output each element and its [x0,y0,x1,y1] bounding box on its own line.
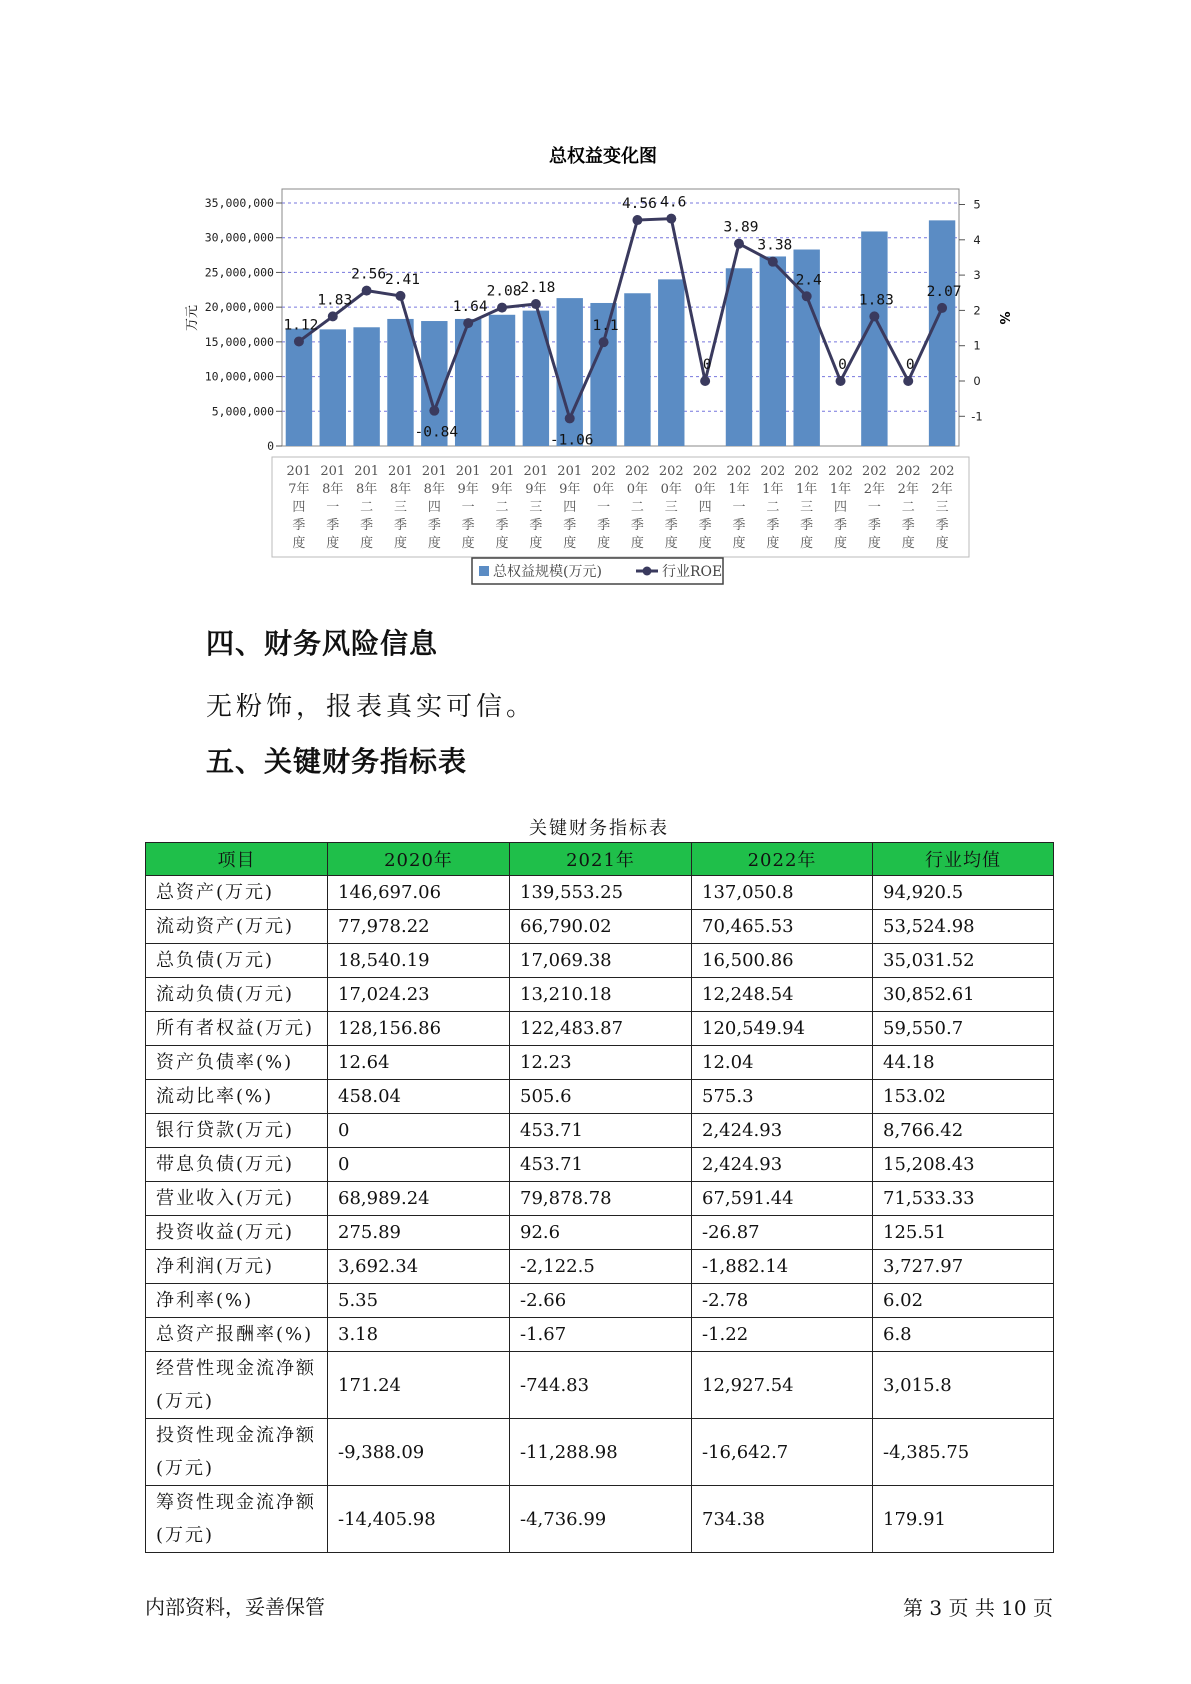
x-tick-label: 四 [563,500,577,515]
roe-data-label: 1.83 [317,292,353,309]
roe-data-label: 2.41 [385,271,420,288]
table-cell: 179.91 [873,1486,1054,1553]
table-row-label: 投资性现金流净额(万元) [146,1419,328,1486]
x-tick-label: 季 [461,518,475,533]
y-tick-label: 0 [267,439,274,453]
table-cell: -16,642.7 [692,1419,873,1486]
x-tick-label: 季 [766,518,780,533]
roe-data-label: 1.64 [452,299,488,316]
table-cell: 120,549.94 [692,1012,873,1046]
table-row-label: 总资产报酬率(%) [146,1318,328,1352]
x-tick-label: 201 [523,464,549,479]
table-cell: 153.02 [873,1080,1054,1114]
table-row-label: 净利率(%) [146,1284,328,1318]
table-row-label: 带息负债(万元) [146,1148,328,1182]
roe-data-label: 4.6 [660,194,687,211]
equity-bar [489,315,515,446]
x-tick-label: 7年 [288,482,310,497]
table-cell: 453.71 [510,1148,692,1182]
x-tick-label: 202 [861,464,887,479]
x-tick-label: 度 [732,536,746,551]
table-cell: 44.18 [873,1046,1054,1080]
table-row [146,1352,1054,1419]
table-cell: 18,540.19 [328,944,510,978]
x-tick-label: 8年 [423,482,445,497]
x-tick-label: 季 [867,518,881,533]
roe-point [632,215,642,225]
y2-tick-label: 1 [973,338,981,353]
table-cell: 35,031.52 [873,944,1054,978]
roe-point [531,299,541,309]
roe-point [497,303,507,313]
table-cell: 66,790.02 [510,910,692,944]
roe-data-label: 3.38 [757,237,793,254]
x-tick-label: 度 [495,536,509,551]
x-tick-label: 一 [732,500,746,515]
table-cell: 53,524.98 [873,910,1054,944]
table-cell: 67,591.44 [692,1182,873,1216]
table-cell: 505.6 [510,1080,692,1114]
x-tick-label: 201 [455,464,481,479]
x-tick-label: 二 [630,500,644,515]
y2-tick-label: 5 [973,197,981,212]
table-cell: -4,736.99 [510,1486,692,1553]
y2-axis-label: % [996,311,1011,325]
roe-data-label: 4.56 [621,196,657,213]
x-tick-label: 季 [326,518,340,533]
x-tick-label: 9年 [559,482,581,497]
equity-bar [387,319,413,446]
table-row-label: 经营性现金流净额(万元) [146,1352,328,1419]
table-row [146,1080,1054,1114]
table-cell: 12.04 [692,1046,873,1080]
table-row [146,1148,1054,1182]
y-tick-label: 30,000,000 [204,230,274,245]
table-row [146,876,1054,910]
x-tick-label: 季 [732,518,746,533]
x-tick-label: 度 [867,536,881,551]
table-cell: -2.78 [692,1284,873,1318]
x-tick-label: 201 [557,464,583,479]
table-cell: 16,500.86 [692,944,873,978]
roe-data-label: 2.18 [520,280,556,297]
x-tick-label: 季 [292,518,306,533]
x-tick-label: 1年 [728,482,750,497]
roe-point [700,376,710,386]
y-tick-label: 5,000,000 [211,404,274,419]
equity-bar [557,298,583,446]
equity-bar [929,220,955,446]
x-tick-label: 季 [800,518,814,533]
roe-point [734,239,744,249]
table-cell: 68,989.24 [328,1182,510,1216]
table-row [146,1486,1054,1553]
chart-title: 总权益变化图 [549,146,657,167]
roe-data-label: 0 [838,357,847,373]
x-tick-label: 202 [828,464,853,479]
roe-point [565,413,575,423]
x-tick-label: 8年 [389,482,412,497]
table-cell: 137,050.8 [692,876,873,910]
table-row-label: 流动比率(%) [146,1080,328,1114]
x-tick-label: 四 [834,500,848,515]
x-tick-label: 度 [461,536,475,551]
table-cell: 6.02 [873,1284,1054,1318]
table-cell: 71,533.33 [873,1182,1054,1216]
table-row-label: 净利润(万元) [146,1250,328,1284]
table-cell: 3.18 [328,1318,510,1352]
roe-data-label: 1.12 [283,317,319,334]
table-cell: -2,122.5 [510,1250,692,1284]
equity-bar [760,256,786,446]
x-tick-label: 四 [427,500,441,515]
table-cell: 12.64 [328,1046,510,1080]
table-cell: 458.04 [328,1080,510,1114]
x-tick-label: 四 [292,500,306,515]
x-tick-label: 二 [360,500,374,515]
table-cell: 17,069.38 [510,944,692,978]
x-tick-label: 季 [698,518,712,533]
y-tick-label: 15,000,000 [204,334,274,349]
x-tick-label: 一 [461,500,475,515]
x-tick-label: 9年 [457,482,479,497]
table-cell: -4,385.75 [873,1419,1054,1486]
roe-data-label: -1.06 [549,432,594,449]
x-tick-label: 1年 [829,482,852,497]
table-row [146,1182,1054,1216]
footer-page-number: 第 3 页 共 10 页 [903,1596,1053,1620]
x-tick-label: 季 [935,518,949,533]
table-cell: -14,405.98 [328,1486,510,1553]
x-tick-label: 季 [597,518,611,533]
table-cell: 171.24 [328,1352,510,1419]
roe-data-label: 3.89 [723,219,759,236]
y2-tick-label: 4 [973,232,981,247]
table-cell: 139,553.25 [510,876,692,910]
x-tick-label: 8年 [322,482,344,497]
table-cell: 8,766.42 [873,1114,1054,1148]
table-cell: 2,424.93 [692,1114,873,1148]
roe-point [395,291,405,301]
legend-line-label: 行业ROE [662,564,723,580]
x-tick-label: 201 [286,464,312,479]
x-tick-label: 9年 [491,482,513,497]
x-tick-label: 度 [834,536,848,551]
table-cell: -1.22 [692,1318,873,1352]
table-row [146,978,1054,1012]
equity-bar [455,319,481,446]
roe-point [294,336,304,346]
table-cell: 122,483.87 [510,1012,692,1046]
x-tick-label: 度 [393,536,407,551]
x-tick-label: 度 [529,536,543,551]
x-tick-label: 二 [495,500,509,515]
x-tick-label: 度 [360,536,374,551]
table-cell: 575.3 [692,1080,873,1114]
equity-bar [726,268,752,446]
table-row-label: 流动资产(万元) [146,910,328,944]
x-tick-label: 1年 [762,482,784,497]
table-cell: 70,465.53 [692,910,873,944]
roe-data-label: 2.4 [795,272,822,289]
x-tick-label: 四 [698,500,712,515]
y2-tick-label: 2 [973,303,981,318]
equity-bar [320,329,346,446]
roe-point [599,337,609,347]
x-tick-label: 季 [630,518,644,533]
x-tick-label: 季 [529,518,543,533]
x-tick-label: 三 [393,500,407,515]
x-tick-label: 季 [901,518,915,533]
x-tick-label: 度 [427,536,441,551]
x-tick-label: 201 [489,464,515,479]
y-axis-label: 万元 [185,304,200,332]
table-cell: 17,024.23 [328,978,510,1012]
table-row-label: 资产负债率(%) [146,1046,328,1080]
x-tick-label: 二 [901,500,915,515]
x-tick-label: 8年 [355,482,378,497]
table-cell: 128,156.86 [328,1012,510,1046]
x-tick-label: 201 [320,464,346,479]
x-tick-label: 201 [354,464,380,479]
table-header-row [146,843,1054,876]
y-tick-label: 35,000,000 [204,196,274,210]
x-tick-label: 度 [901,536,915,551]
x-tick-label: 度 [935,536,949,551]
x-tick-label: 度 [292,536,306,551]
table-cell: -11,288.98 [510,1419,692,1486]
x-tick-label: 度 [766,536,780,551]
x-tick-label: 202 [929,464,955,479]
section5-heading: 五、关键财务指标表 [206,745,468,778]
x-tick-label: 202 [895,464,921,479]
table-cell: 30,852.61 [873,978,1054,1012]
table-cell: 12.23 [510,1046,692,1080]
roe-data-label: 1.83 [858,292,894,309]
table-cell: 94,920.5 [873,876,1054,910]
table-cell: -2.66 [510,1284,692,1318]
table-row [146,1419,1054,1486]
table-header-cell: 项目 [146,843,328,876]
x-tick-label: 季 [664,518,678,533]
table-row [146,1114,1054,1148]
table-row [146,1250,1054,1284]
x-tick-label: 三 [529,500,543,515]
equity-chart-svg [0,0,1191,600]
roe-point [802,291,812,301]
equity-bar [624,293,650,446]
key-financial-table [145,842,1054,1553]
x-tick-label: 0年 [626,482,649,497]
table-cell: 5.35 [328,1284,510,1318]
table-cell: 125.51 [873,1216,1054,1250]
x-tick-label: 0年 [660,482,682,497]
roe-data-label: 0 [702,357,712,373]
table-header-cell: 2020年 [328,843,510,876]
x-tick-label: 201 [421,464,447,479]
table-cell: 12,248.54 [692,978,873,1012]
table-cell: -1.67 [510,1318,692,1352]
roe-point [328,311,338,321]
roe-point [429,406,439,416]
x-tick-label: 2年 [931,482,953,497]
x-tick-label: 2年 [897,482,919,497]
y-tick-label: 10,000,000 [204,369,274,384]
table-cell: -1,882.14 [692,1250,873,1284]
table-row-label: 所有者权益(万元) [146,1012,328,1046]
y-tick-label: 25,000,000 [204,265,274,280]
x-tick-label: 202 [726,464,752,479]
roe-point [463,318,473,328]
x-tick-label: 度 [597,536,611,551]
x-tick-label: 季 [563,518,577,533]
x-tick-label: 一 [326,500,340,515]
legend-line-marker [643,567,652,576]
table-cell: 0 [328,1148,510,1182]
table-cell: 92.6 [510,1216,692,1250]
x-tick-label: 0年 [592,482,615,497]
equity-bar [353,327,379,446]
roe-point [768,257,778,267]
x-tick-label: 季 [427,518,441,533]
table-cell: 0 [328,1114,510,1148]
table-row [146,910,1054,944]
x-tick-label: 二 [766,500,780,515]
roe-point [362,286,372,296]
table-row [146,1012,1054,1046]
roe-point [666,214,676,224]
table-row-label: 筹资性现金流净额(万元) [146,1486,328,1553]
x-tick-label: 度 [664,536,678,551]
table-row-label: 流动负债(万元) [146,978,328,1012]
table-row [146,1046,1054,1080]
x-tick-label: 202 [658,464,684,479]
table-cell: -744.83 [510,1352,692,1419]
table-cell: 6.8 [873,1318,1054,1352]
roe-data-label: 2.08 [486,283,522,300]
y2-tick-label: 3 [973,268,981,283]
table-header-cell: 2022年 [692,843,873,876]
table-row [146,1318,1054,1352]
table-cell: 3,692.34 [328,1250,510,1284]
table-row [146,1284,1054,1318]
table-cell: 275.89 [328,1216,510,1250]
section4-text: 无粉饰，报表真实可信。 [206,692,537,722]
equity-bar [861,231,887,446]
table-cell: 77,978.22 [328,910,510,944]
roe-point [937,303,947,313]
table-row-label: 银行贷款(万元) [146,1114,328,1148]
y-tick-label: 20,000,000 [204,300,274,315]
table-cell: 12,927.54 [692,1352,873,1419]
roe-point [903,376,913,386]
table-cell: 734.38 [692,1486,873,1553]
x-tick-label: 201 [388,464,413,479]
table-row [146,1216,1054,1250]
x-tick-label: 0年 [694,482,716,497]
x-tick-label: 一 [867,500,881,515]
x-tick-label: 季 [495,518,509,533]
legend-bar-label: 总权益规模(万元) [493,564,602,580]
table-row-label: 总负债(万元) [146,944,328,978]
table-caption: 关键财务指标表 [529,818,669,839]
x-tick-label: 三 [935,500,949,515]
x-tick-label: 9年 [525,482,547,497]
table-cell: 15,208.43 [873,1148,1054,1182]
x-tick-label: 季 [393,518,407,533]
x-tick-label: 一 [597,500,611,515]
table-cell: 13,210.18 [510,978,692,1012]
x-tick-label: 三 [800,500,814,515]
table-cell: 3,727.97 [873,1250,1054,1284]
x-tick-label: 季 [834,518,848,533]
roe-point [836,376,846,386]
equity-bar [658,279,684,446]
x-tick-label: 季 [360,518,374,533]
x-tick-label: 度 [563,536,577,551]
x-tick-label: 202 [692,464,718,479]
y2-tick-label: 0 [973,374,981,388]
footer-confidential: 内部资料，妥善保管 [145,1595,325,1619]
x-tick-label: 202 [625,464,650,479]
table-cell: 2,424.93 [692,1148,873,1182]
x-tick-label: 度 [800,536,814,551]
section4-heading: 四、财务风险信息 [206,627,439,660]
equity-chart [0,0,1191,600]
x-tick-label: 度 [326,536,340,551]
table-row-label: 营业收入(万元) [146,1182,328,1216]
roe-point [869,311,879,321]
table-row-label: 总资产(万元) [146,876,328,910]
x-tick-label: 度 [698,536,712,551]
x-tick-label: 202 [794,464,820,479]
table-cell: 59,550.7 [873,1012,1054,1046]
roe-data-label: 1.1 [592,318,619,335]
x-tick-label: 1年 [796,482,818,497]
table-cell: 453.71 [510,1114,692,1148]
table-cell: -26.87 [692,1216,873,1250]
plot-area [282,189,959,449]
table-cell: 146,697.06 [328,876,510,910]
x-tick-label: 202 [591,464,616,479]
table-row [146,944,1054,978]
roe-data-label: 2.07 [926,283,962,300]
x-tick-label: 202 [760,464,786,479]
y2-tick-label: -1 [971,409,983,424]
x-tick-label: 2年 [863,482,886,497]
roe-data-label: 2.56 [351,266,387,283]
table-cell: 79,878.78 [510,1182,692,1216]
table-row-label: 投资收益(万元) [146,1216,328,1250]
table-cell: 3,015.8 [873,1352,1054,1419]
roe-data-label: 0 [905,357,915,373]
legend-bar-swatch [479,566,489,576]
table-header-cell: 行业均值 [873,843,1054,876]
table-header-cell: 2021年 [510,843,692,876]
roe-data-label: -0.84 [414,424,459,441]
x-tick-label: 度 [630,536,644,551]
table-cell: -9,388.09 [328,1419,510,1486]
x-tick-label: 三 [664,500,678,515]
